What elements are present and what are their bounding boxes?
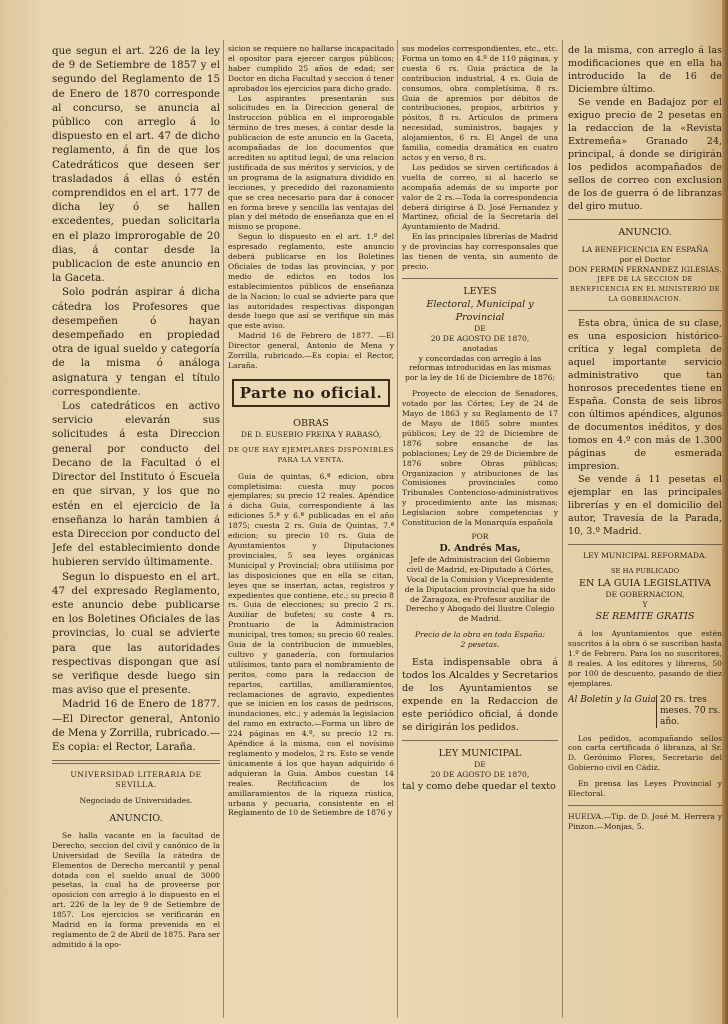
col1-firma: Madrid 16 de Enero de 1877.—El Director general, Antonio de Mena y Zorrilla, rubricado.—Es copia: el Rector, Laraña. bbox=[52, 698, 220, 753]
parte-no-oficial-banner: Parte no oficial. bbox=[232, 379, 390, 407]
col1-solicitudes: Los catedráticos en activo servicio elevarán sus solicitudes á esta Direccion general por conducto del Decano de la Facultad ó el Director del Instituto ó Escuela en que sirvan, y los que no estén en el ejercicio de la enseñanza lo harán tambien á esta Direccion por conducto del Jefe del establecimiento donde hubieren servido últimamente. bbox=[52, 400, 220, 569]
page-edge bbox=[722, 0, 728, 1024]
column-4 bbox=[568, 44, 722, 1016]
beneficencia-jefe: JEFE DE LA SECCION DE BENEFICENCIA EN EL MINISTERIO DE LA GOBERNACION. bbox=[570, 274, 720, 303]
beneficencia-title: LA BENEFICENCIA EN ESPAÑA bbox=[581, 245, 709, 254]
price-values: 20 rs. tres meses. 70 rs. año. bbox=[656, 695, 722, 728]
col2-oposicion: sicion se requiere no hallarse incapacitado el opositor para ejercer cargos públicos; haber cumplido 25 años de edad; ser Doctor en dicha Facultad y seccion ó tener aprobados los ejercicios para dicho grado. bbox=[228, 44, 394, 93]
price-label: Al Boletin y la Guia bbox=[568, 694, 656, 705]
col1-divider bbox=[52, 760, 220, 764]
obras-title: OBRAS bbox=[293, 417, 329, 429]
beneficencia-doctor: DON FERMIN FERNANDEZ IGLESIAS, bbox=[568, 264, 722, 274]
ley-reformada-prensa: En prensa las Leyes Provincial y Electoral. bbox=[568, 779, 722, 799]
col4-divider-3 bbox=[568, 544, 722, 545]
leyes-subtitle: Electoral, Municipal y Provincial bbox=[426, 298, 534, 323]
leyes-precio-value: 2 pesetas. bbox=[460, 640, 500, 650]
beneficencia-por: por el Doctor bbox=[619, 254, 671, 264]
ley-reformada-gratis: SE REMITE GRATIS bbox=[595, 611, 695, 623]
col4-divider-4 bbox=[568, 805, 722, 806]
leyes-author-desc: Jefe de Administracion del Gobierno civil de Madrid, ex-Diputado á Córtes, Vocal de la Comision y Vicepresidente de la Diputacion provincial que ha sido de Zaragoza, ex-Profesor auxiliar de Derecho y Abogado del Ilustre Colegio de Madrid. bbox=[404, 554, 556, 624]
ley-reformada-publicado: SE HA PUBLICADO bbox=[610, 567, 680, 576]
universidad-anuncio-heading: ANUNCIO. bbox=[109, 812, 163, 824]
column-3 bbox=[402, 44, 558, 1016]
col3-obras-cont: sus modelos correspondientes, etc., etc. Forma un tomo en 4.º de 110 páginas, y cuesta 6 rs. Guia práctica de la contribucion industrial, 4 rs. Guia de consumos, obra completísima, 8 rs. Guia de apremios por débitos de contribuciones, propios, arbitrios y pósitos, 8 rs. Artículos de primera necesidad, suministros, bagajes y alojamientos, 6 rs. El Angel de una familia, comedia dramática en cuatro actos y en verso, 8 rs. bbox=[402, 44, 558, 162]
col1-intro: que segun el art. 226 de la ley de 9 de Setiembre de 1857 y el segundo del Reglamento de 15 de Enero de 1870 corresponde al concurso, se anuncia al público con arreglo á lo dispuesto en el art. 47 de dicho reglamento, á fin de que los Catedráticos que deseen ser trasladados á ellas ó estén comprendidos en el art. 177 de dicha ley ó se hallen excedentes, puedan solicitarla en el plazo improrogable de 20 dias, á contar desde la publicacion de este anuncio en la Gaceta. bbox=[52, 45, 220, 285]
leyes-indispensable: Esta indispensable obra á todos los Alcaldes y Secretarios de los Ayuntamientos se expende en la Redaccion de este periódico oficial, á donde se dirigirán los pedidos. bbox=[402, 657, 558, 734]
leyes-concordadas: y concordadas con arreglo á las reformas introducidas en las mismas por la ley de 16 de Diciembre de 1876; bbox=[404, 353, 556, 383]
col3-divider-2 bbox=[402, 740, 558, 741]
ley-municipal-fecha: 20 DE AGOSTO DE 1870, bbox=[430, 769, 530, 779]
col1-requisitos: Solo podrán aspirar á dicha cátedra los Profesores que desempeñen ó hayan desempeñado en propiedad otra de igual sueldo y categoría de la misma ó análoga asignatura y tengan el título correspondiente. bbox=[52, 286, 220, 398]
col1-publicacion: Segun lo dispuesto en el art. 47 del expresado Reglamento, este anuncio debe publicarse en los Boletines Oficiales de las provincias, lo cual se advierte para que las autoridades respectivas dispongan que así se verifique desde luego sin mas aviso que el presente. bbox=[52, 570, 220, 697]
beneficencia-venta: Se vende á 11 pesetas el ejemplar en las principales librerías y en el domicilio del autor, Travesía de la Parada, 10, 3.º Madrid. bbox=[568, 474, 722, 538]
col2-aspirantes: Los aspirantes presentarán sus solicitudes en la Direccion general de Instruccion pública en el improrogable término de tres meses, á contar desde la publicacion de este anuncio en la Gaceta, acompañadas de los documentos que acrediten su aptitud legal, de una relacion justificada de sus méritos y servicios, y de un programa de la asignatura dividido en lecciones, y precedido del razonamiento que se crea necesario para dar á conocer en forma breve y sencilla las ventajas del plan y del método de enseñanza que en el mismo se propone. bbox=[228, 93, 394, 232]
leyes-por: POR bbox=[471, 531, 489, 541]
ley-reformada-pedidos: Los pedidos, acompañando sellos con carta certificada ó libranza, al Sr. D. Gerónimo Flores, Secretario del Gobierno civil en Cádiz. bbox=[568, 733, 722, 773]
column-rule-2 bbox=[397, 40, 398, 1018]
col2-firma: Madrid 16 de Febrero de 1877. —El Director general, Antonio de Mena y Zorrilla, rubricado.—Es copia: el Rector, Laraña. bbox=[228, 331, 394, 370]
col3-pedidos: Los pedidos se sirven certificados á vuelta de correo, si al hacerlo se acompaña además de su importe por valor de 2 rs.—Toda la correspondencia deberá dirigirse á D. José Fernandez y Martinez, oficial de la Secretaría del Ayuntamiento de Madrid. bbox=[402, 162, 558, 232]
universidad-anuncio-body: Se halla vacante en la facultad de Derecho, seccion del civil y canónico de la Universidad de Sevilla la cátedra de Elementos de Derecho mercantil y penal dotada con el sueldo anual de 3000 pesetas, la cual ha de proveerse por oposicion con arreglo á lo dispuesto en el art. 226 de la ley de 9 de Setiembre de 1857. Los ejercicios se verificarán en Madrid en la forma prevenida en el reglamento de 2 de Abril de 1875. Para ser admitido á la opo- bbox=[52, 830, 220, 949]
ley-reformada-heading: LEY MUNICIPAL REFORMADA. bbox=[583, 551, 707, 561]
leyes-de: DE bbox=[474, 323, 486, 333]
leyes-precio-label: Precio de la obra en toda España: bbox=[414, 630, 546, 640]
col3-divider bbox=[402, 278, 558, 279]
column-2 bbox=[228, 44, 394, 1016]
obras-subtitle: DE QUE HAY EJEMPLARES DISPONIBLES PARA LA VENTA. bbox=[228, 445, 394, 464]
obras-list: Guia de quintas, 6.ª edicion, obra completísima: cuesta muy pocos ejemplares; su precio 12 reales. Apéndice á dicha Guia, correspondiente á las ediciones 5.ª y 6.ª publicadas en el año 1875; cuesta 2 rs. Guia de Quintas, 7.ª edicion; su precio 10 rs. Guia de Ayuntamientos y Diputaciones provinciales, 5 sea leyes orgánicas Municipal y Provincial; obra utilísima por las disposiciones que en ella se citan, leyes que se insertan, actas, registros y expedientes que contiene, etc.; su precio 8 rs. Guia de elecciones; su precio 2 rs. Auxiliar de bufetes; su coste 4 rs. Prontuario de la Administracion municipal, tres tomos; su precio 60 reales. Guia de la contribucion de inmuebles, cultivo y ganadería, con formularios utilísimos, tanto para el nombramiento de peritos, como para la redaccion de repartos, cartillas, amillaramientos, reclamaciones de agravio, expedientes que se inicien en los casos de pedriscos, inundaciones, etc.; y además la legislacion del ramo en extracto.—Forma un libro de 224 páginas en 4.º, su precio 12 rs. Apéndice á la misma, con el novísimo reglamento y modelos, 2 rs. Esto se vende únicamente á los que hayan adquirido ó adquieran la Guia. Ambos cuestan 14 reales. Rectificacion de los amillaramientos de la riqueza rústica, urbana y pecuaria, consistente en el Reglamento de 10 de Setiembre de 1876 y bbox=[228, 471, 394, 818]
ley-reformada-gob: DE GOBERNACION, bbox=[605, 590, 685, 600]
beneficencia-descripcion: Esta obra, única de su clase, es una esposicion histórico-crítica y legal completa de aquel importante servicio administrativo que tan honrosos precedentes tiene en España. Consta de seis libros con últimos apéndices, algunos de documentos inéditos, y dos tomos en 4.º con más de 1.300 páginas de esmerada impresion. bbox=[568, 318, 722, 473]
ley-reformada-suscritos: á los Ayuntamientos que estén suscritos á la obra ó se suscriban hasta 1.º de Febrero. Para los no suscritores, 8 reales. A los editores y libreros, 50 por 100 de descuento, pasando de diez ejemplares. bbox=[568, 629, 722, 688]
leyes-anotadas: anotadas bbox=[462, 343, 498, 353]
leyes-proyecto: Proyecto de eleccion de Senadores, votado por las Córtes; Ley de 24 de Mayo de 1863 y su Reglamento de 17 de Mayo de 1865 sobre montes públicos; Ley de 22 de Diciembre de 1876 sobre ensanche de las poblaciones; Ley de 29 de Diciembre de 1876 sobre Obras públicas; Organizacion y atribuciones de las Comisiones provinciales como Tribunales Contencioso-administrativos y procedimiento ante las mismas; Legislacion sobre competencias y Constitucion de la Monarquía española bbox=[402, 389, 558, 528]
leyes-heading: LEYES bbox=[463, 285, 497, 297]
ley-municipal-tail: tal y como debe quedar el texto bbox=[402, 780, 556, 792]
leyes-fecha: 20 DE AGOSTO DE 1870, bbox=[430, 333, 530, 343]
universidad-title: UNIVERSIDAD LITERARIA DE SEVILLA. bbox=[70, 770, 202, 790]
col3-librerias: En las principales librerías de Madrid y de provincias hay corresponsales que las tienen de venta, sin aumento de precio. bbox=[402, 232, 558, 271]
ley-reformada-y: Y bbox=[642, 600, 648, 610]
price-table bbox=[568, 695, 722, 728]
col4-ley-cont: de la misma, con arreglo á las modificaciones que en ella ha introducido la de 16 de Diciembre último. bbox=[568, 45, 722, 95]
column-rule-1 bbox=[223, 40, 224, 1018]
ley-municipal-heading: LEY MUNICIPAL bbox=[438, 748, 522, 760]
ley-reformada-guia: EN LA GUIA LEGISLATIVA bbox=[579, 578, 711, 590]
imprenta: HUELVA.—Tip. de D. José M. Herrera y Pinzon.—Monjas, 5. bbox=[568, 811, 722, 831]
col4-anuncio-heading: ANUNCIO. bbox=[618, 227, 672, 238]
column-rule-3 bbox=[562, 40, 563, 1018]
universidad-negociado: Negociado de Universidades. bbox=[79, 795, 193, 805]
ley-municipal-de: DE bbox=[474, 760, 486, 770]
col4-divider-2 bbox=[568, 310, 722, 311]
leyes-author: D. Andrés Mas, bbox=[439, 542, 521, 554]
col2-boletines: Segun lo dispuesto en el art. 1.º del espresado reglamento, este anuncio deberá publicarse en los Boletines Oficiales de todas las provincias, y por medio de edictos en todos los establecimientos públicos de enseñanza de la Nacion; lo cual se advierte para que las autoridades respectivas dispongan desde luego que así se verifique sin más que este aviso. bbox=[228, 232, 394, 331]
obras-author: DE D. EUSEBIO FREIXA Y RABASÓ, bbox=[240, 429, 382, 439]
col4-badajoz: Se vende en Badajoz por el exiguo precio de 2 pesetas en la redaccion de la «Revista Extremeña» Granado 24, principal, á donde se dirigirán los pedidos acompañados de sellos de correo con exclusion de los de guerra ó de libranzas del giro mutuo. bbox=[568, 97, 722, 212]
col4-divider bbox=[568, 219, 722, 220]
column-1 bbox=[52, 44, 220, 1016]
